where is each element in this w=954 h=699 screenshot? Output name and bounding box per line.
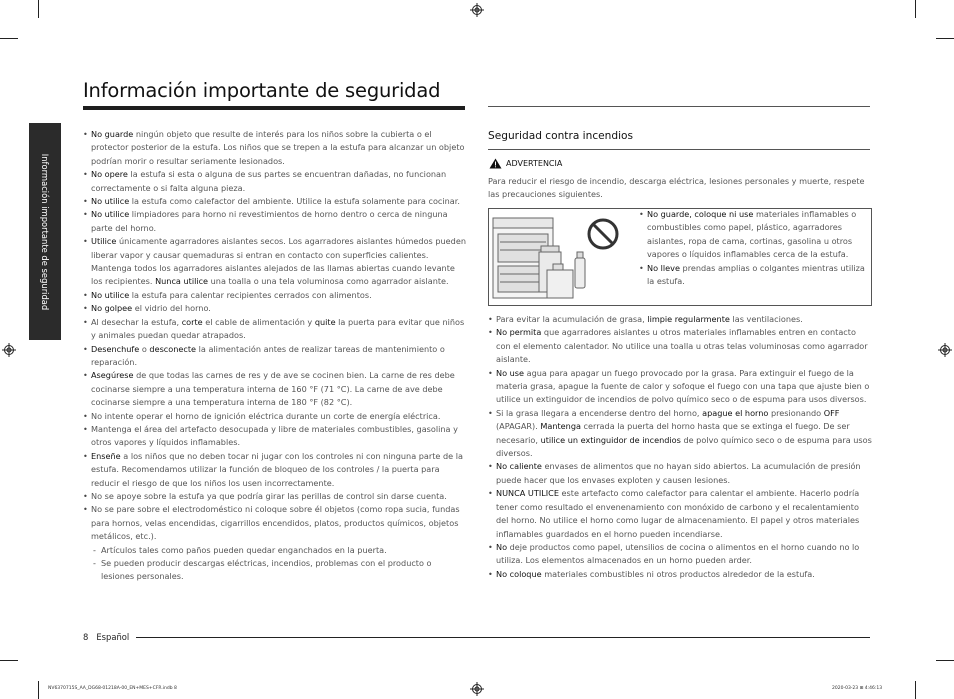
title-rule [83, 106, 465, 110]
emphasis-text: Asegúrese [91, 370, 134, 381]
list-item [83, 235, 467, 289]
list-item [83, 195, 467, 208]
body-text: No intente operar el horno de ignición eléctrica durante un corte de energía eléctrica. [91, 410, 441, 421]
list-item [83, 289, 467, 302]
sub-list-item: - Artículos tales como paños pueden quedar enganchados en la puerta. [83, 544, 467, 557]
emphasis-text: No coloque [496, 568, 542, 579]
list-item [83, 128, 467, 168]
body-text: prendas amplias o colgantes mientras utiliza la estufa. [647, 262, 865, 287]
emphasis-text: No utilice [91, 209, 130, 220]
body-text: la alimentación antes de realizar tareas de mantenimiento o reparación. [91, 343, 445, 367]
crop-mark [0, 38, 18, 39]
list-item [488, 367, 872, 407]
emphasis-text: No lleve [647, 262, 680, 273]
side-tab [29, 123, 61, 340]
emphasis-text: No [496, 541, 508, 552]
emphasis-text: limpie regularmente [647, 314, 730, 324]
page-number: 8 [83, 632, 89, 642]
warning-text: ADVERTENCIA [506, 159, 563, 168]
body-text: las ventilaciones. [729, 314, 803, 324]
page-footer [83, 632, 129, 642]
right-column [488, 313, 872, 581]
body-text: Mantenga el área del artefacto desocupada y libre de materiales combustibles, gasolina y otros vapores y líquidos inflamables. [91, 423, 458, 448]
list-item [83, 503, 467, 543]
emphasis-text: corte [181, 316, 203, 327]
body-text: presionando [768, 407, 824, 418]
list-item [83, 490, 467, 503]
emphasis-text: No utilice [91, 196, 130, 207]
emphasis-text: desconecte [149, 343, 197, 354]
footer-language: Español [96, 632, 130, 642]
list-item [488, 407, 872, 461]
crop-mark [0, 660, 18, 661]
body-text: Al desechar la estufa, [91, 316, 182, 327]
list-item [639, 262, 871, 289]
body-text: No se apoye sobre la estufa ya que podría girar las perillas de control sin darse cuenta. [91, 490, 447, 501]
body-text: envases de alimentos que no hayan sido abiertos. La acumulación de presión puede hacer que los envases exploten y causen lesiones. [496, 461, 861, 485]
body-text: materiales inflamables o combustibles como papel, plástico, agarradores aislantes, ropa de cama, cortinas, gasolina u otros vapores o líquidos inflamables cerca de la estufa. [647, 209, 857, 260]
body-text: Si la grasa llegara a encenderse dentro del horno, [496, 407, 703, 418]
registration-mark-icon [938, 343, 952, 357]
body-text: el cable de alimentación y [202, 316, 315, 327]
body-text: a los niños que no deben tocar ni jugar con los controles ni con ninguna parte de la estufa. Recomendamos utilizar la función de bloqueo de los controles / la puerta para reducir el riesgo de que los niños los usen incorrectamente. [91, 450, 463, 488]
body-text: únicamente agarradores aislantes secos. Los agarradores aislantes húmedos pueden liberar vapor y causar quemaduras si entran en contacto con superficies calientes. Mantenga todos los agarradores aislantes alejados de las llamas abiertas cuando levante los recipientes. [91, 236, 466, 287]
body-text: de que todas las carnes de res y de ave se cocinen bien. La carne de res debe cocinarse siempre a una temperatura interna de 160 °F (71 °C). La carne de ave debe cocinarse siempre a una temperatura interna de 180 °F (82 °C). [91, 370, 455, 408]
imprint-right: 2020-03-23 ⊞ 4:46:13 [832, 686, 883, 691]
footer-rule [136, 637, 870, 638]
sub-list-item: - Se pueden producir descargas eléctricas, incendios, problemas con el producto o lesiones personales. [83, 557, 467, 584]
list-item [83, 316, 467, 343]
body-text: de polvo químico seco o de espuma para usos diversos. [496, 434, 872, 459]
page-title: Información importante de seguridad [83, 79, 441, 102]
emphasis-text: quite [314, 316, 336, 327]
body-text: ningún objeto que resulte de interés para los niños sobre la cubierta o el protector posterior de la estufa. Los niños que se trepen a la estufa para alcanzar un objeto podrían morir o resultar seriamente lesionados. [91, 129, 465, 166]
figure-list [639, 208, 871, 288]
body-text: la puerta para evitar que niños y animales puedan quedar atrapados. [91, 316, 465, 341]
list-item [639, 208, 871, 262]
warning-triangle-icon [489, 158, 502, 169]
emphasis-text: utilice un extinguidor de incendios [540, 434, 681, 445]
list-item [488, 568, 872, 581]
list-item [83, 208, 467, 235]
emphasis-text: OFF [823, 407, 840, 418]
registration-mark-icon [470, 3, 484, 17]
left-list [83, 128, 467, 584]
prohibited-sign-icon [589, 220, 617, 248]
fire-list [488, 313, 872, 581]
list-item [83, 302, 467, 315]
list-item [488, 460, 872, 487]
title-rule [488, 106, 870, 107]
crop-mark [915, 0, 916, 18]
body-text: No se pare sobre el electrodoméstico ni coloque sobre él objetos (como ropa sucia, fundas para hornos, velas encendidas, cigarrillos encendidos, platos, productos químicos, objetos metálicos, etc.). [91, 504, 460, 542]
side-tab-label: Información importante de seguridad [40, 153, 50, 310]
emphasis-text: No permita [496, 327, 542, 338]
body-text: cerrada la puerta del horno hasta que se extinga el fuego. De ser necesario, [496, 421, 850, 445]
body-text: Para evitar la acumulación de grasa, [496, 314, 648, 324]
crop-mark [38, 681, 39, 699]
body-text: el vidrio del horno. [132, 303, 211, 314]
body-text: limpiadores para horno ni revestimientos de horno dentro o cerca de ninguna parte del horno. [91, 209, 448, 233]
emphasis-text: No guarde [91, 129, 134, 139]
list-item [83, 369, 467, 409]
body-text: una toalla o una tela voluminosa como agarrador aislante. [208, 276, 449, 287]
body-text: la estufa como calefactor del ambiente. Utilice la estufa solamente para cocinar. [129, 196, 460, 207]
crop-mark [936, 38, 954, 39]
body-text: la estufa si esta o alguna de sus partes se encuentran dañadas, no funcionan correctamente o si falta alguna pieza. [91, 169, 447, 193]
body-text: la estufa para calentar recipientes cerrados con alimentos. [129, 289, 372, 300]
section-heading: Seguridad contra incendios [488, 130, 634, 142]
figure-box [488, 208, 872, 306]
body-text: este artefacto como calefactor para calentar el ambiente. Hacerlo podría tener como resultado el envenenamiento con monóxido de carbono y el recalentamiento del horno. No utilice el horno como lugar de almacenamiento. El papel y otros materiales inflamables guardados en el horno pueden incendiarse. [496, 488, 860, 539]
emphasis-text: Nunca utilice [155, 276, 209, 287]
emphasis-text: No golpee [91, 303, 133, 314]
body-text: (APAGAR). [496, 421, 541, 432]
list-item [83, 410, 467, 423]
stove-illustration [491, 212, 631, 302]
section-rule [488, 149, 870, 150]
registration-mark-icon [470, 682, 484, 696]
body-text: deje productos como papel, utensilios de cocina o alimentos en el horno cuando no lo utiliza. Los elementos almacenados en un horno pueden arder. [496, 541, 860, 566]
emphasis-text: No caliente [496, 461, 542, 472]
crop-mark [936, 660, 954, 661]
emphasis-text: No use [496, 367, 525, 378]
body-text: agua para apagar un fuego provocado por la grasa. Para extinguir el fuego de la materia grasa, apague la fuente de calor y sofoque el fuego con una tapa que ajuste bien o utilice un extinguidor de incendios de polvo químico seco o de espuma para usos diversos. [496, 367, 870, 405]
body-text: que agarradores aislantes u otros materiales inflamables entren en contacto con el elemento calentador. No utilice una toalla u otras telas voluminosas como agarrador aislante. [496, 327, 868, 365]
fire-intro: Para reducir el riesgo de incendio, descarga eléctrica, lesiones personales y muerte, respete las precauciones siguientes. [488, 176, 865, 200]
list-item [83, 423, 467, 450]
list-item [488, 313, 872, 326]
emphasis-text: No opere [91, 169, 128, 180]
body-text: o [139, 343, 150, 354]
emphasis-text: NUNCA UTILICE [496, 488, 559, 499]
list-item [488, 326, 872, 366]
emphasis-text: Utilice [91, 236, 117, 247]
list-item [488, 541, 872, 568]
warning-label [489, 158, 562, 169]
emphasis-text: No utilice [91, 289, 130, 300]
emphasis-text: apague el horno [702, 407, 769, 418]
crop-mark [915, 681, 916, 699]
crop-mark [38, 0, 39, 18]
emphasis-text: No guarde, coloque ni use [647, 209, 754, 219]
list-item [83, 343, 467, 370]
emphasis-text: Desenchufe [91, 343, 140, 354]
registration-mark-icon [2, 343, 16, 357]
list-item [83, 450, 467, 490]
emphasis-text: Enseñe [91, 450, 121, 461]
list-item [83, 168, 467, 195]
figure-items [639, 208, 871, 288]
body-text: materiales combustibles ni otros productos alrededor de la estufa. [541, 568, 815, 579]
list-item [488, 487, 872, 541]
emphasis-text: Mantenga [540, 421, 581, 432]
imprint-left: NV6370715S_AA_DG68-01218A-00_EN+MES+CFR.indb 8 [48, 686, 177, 691]
left-column [83, 128, 467, 584]
